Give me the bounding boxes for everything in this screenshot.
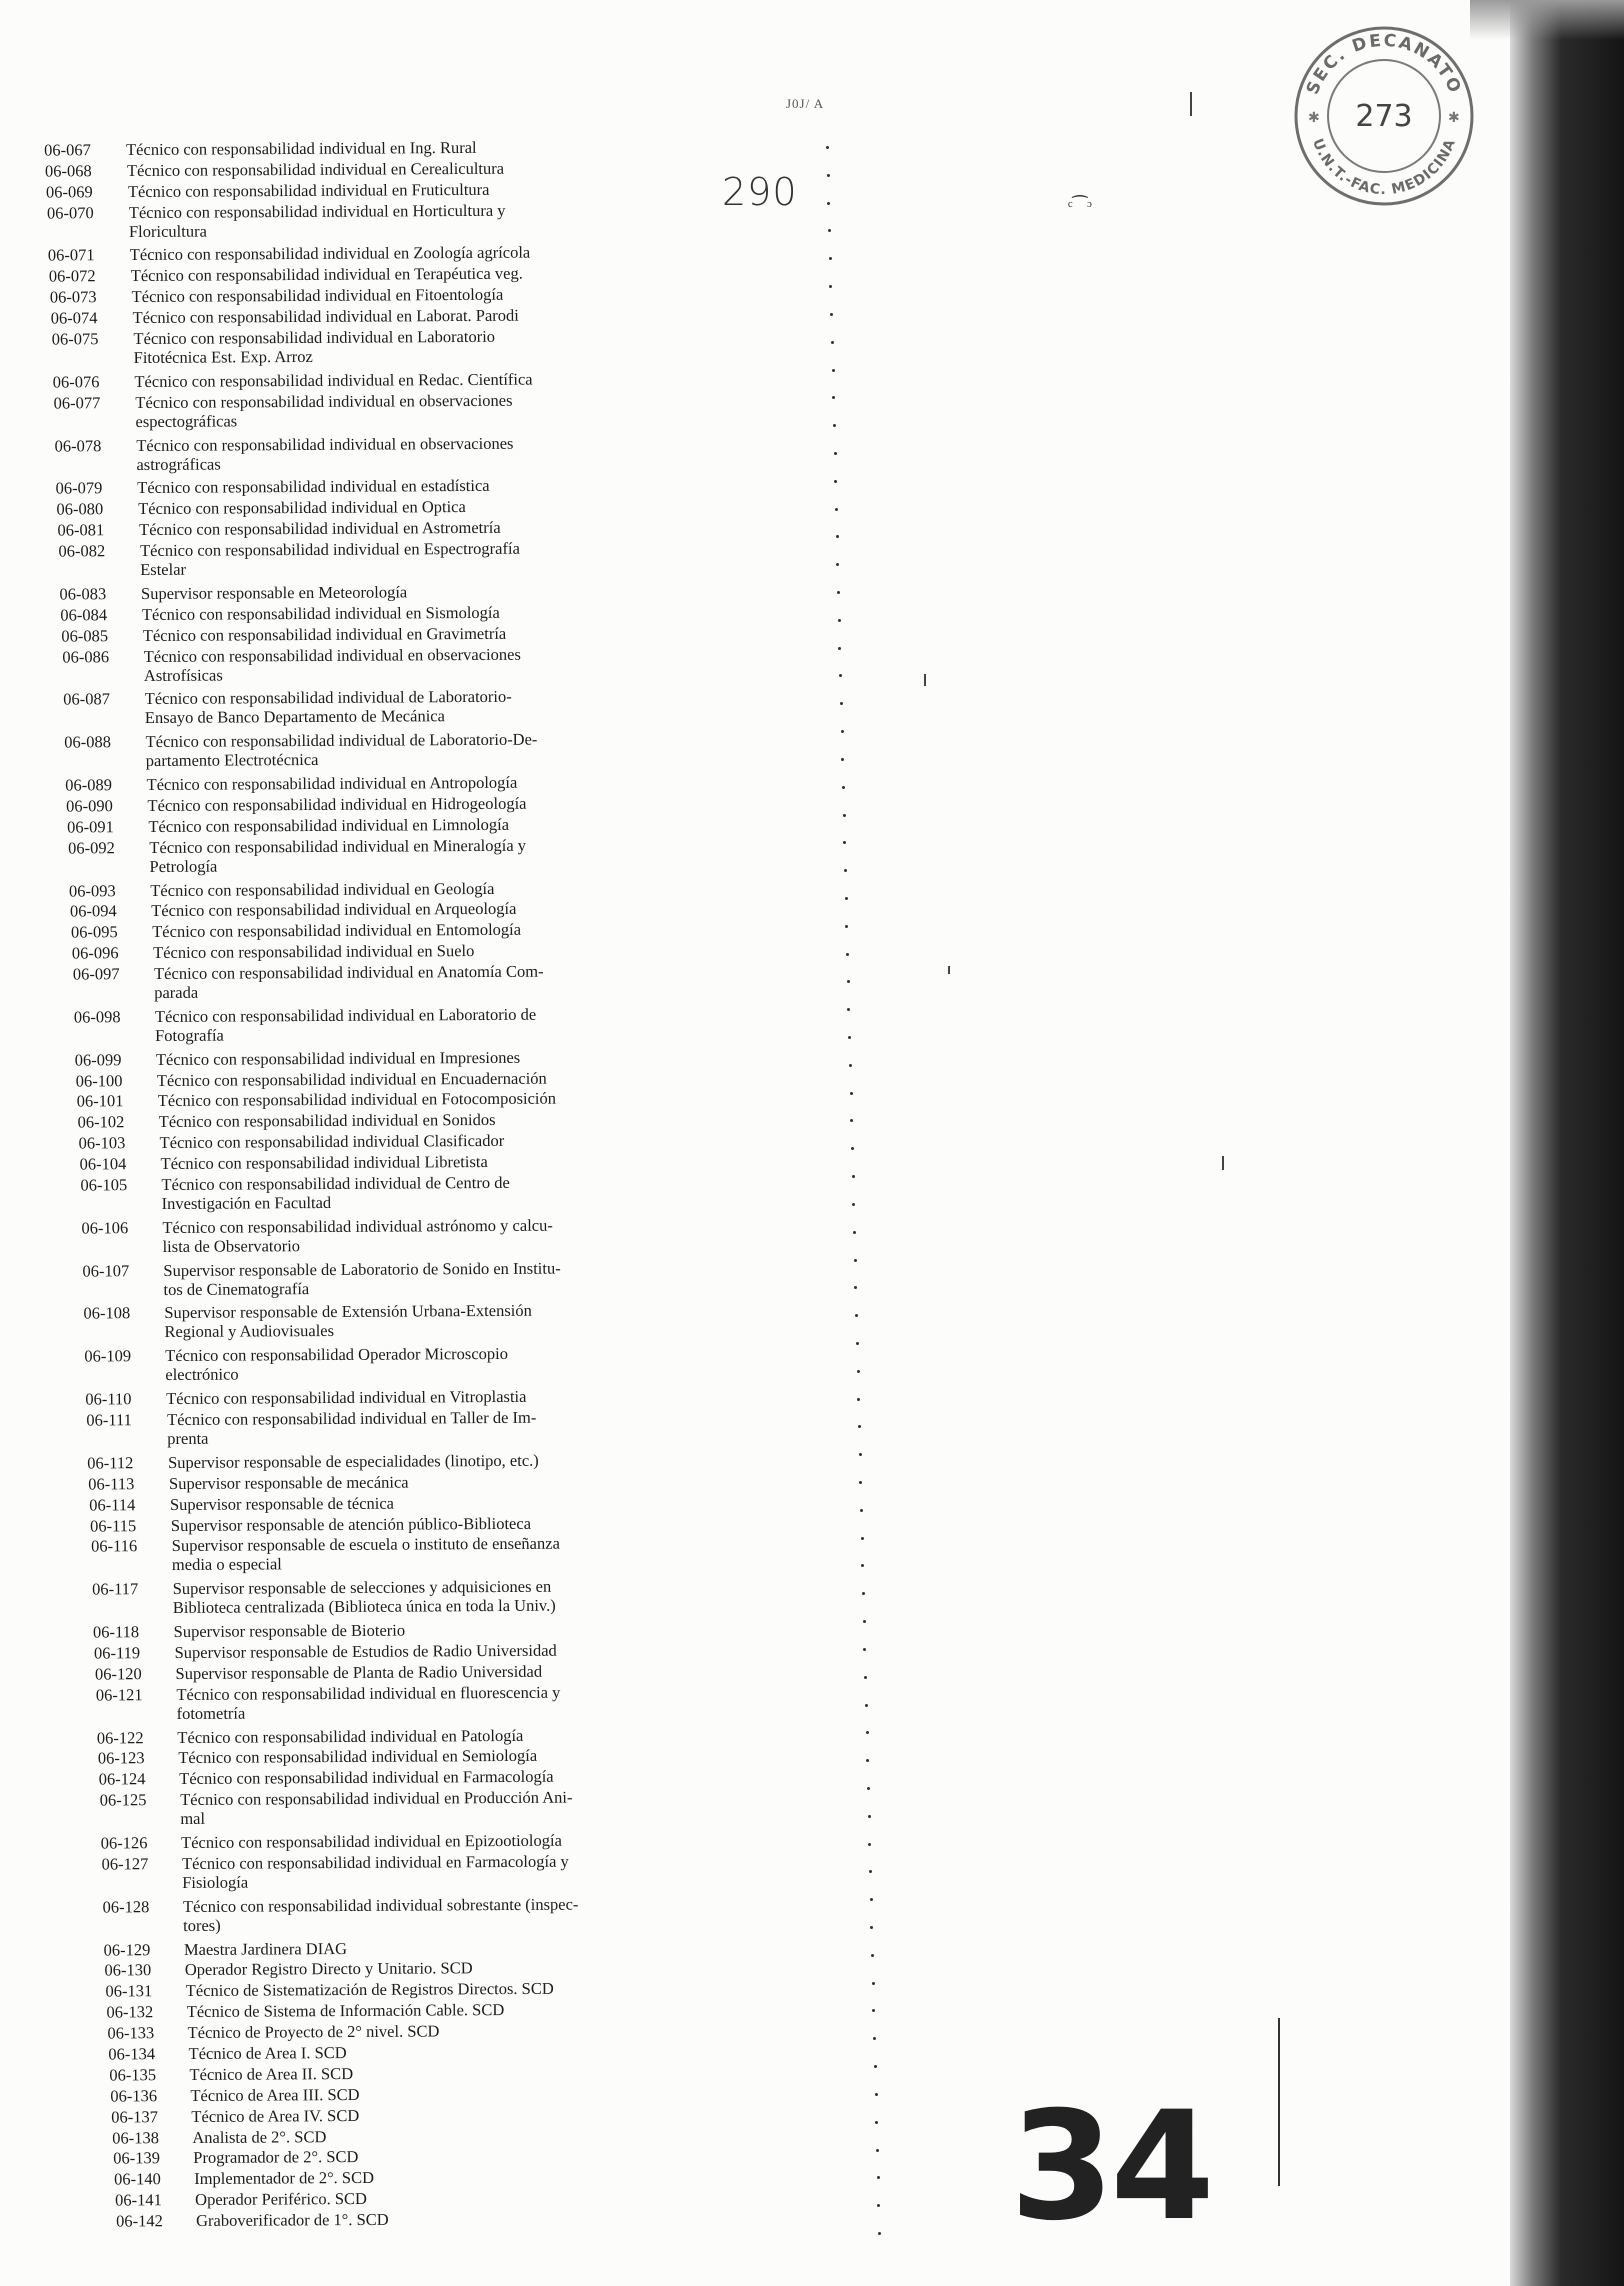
leader-dot [861, 1537, 864, 1540]
job-description-continuation: lista de Observatorio [162, 1236, 301, 1256]
job-description: Técnico con responsabilidad individual en Semiología [178, 1746, 538, 1768]
job-description-continuation: fotometría [176, 1703, 246, 1723]
job-code: 06-076 [52, 372, 100, 392]
job-code: 06-099 [74, 1049, 122, 1070]
job-description: Técnico con responsabilidad individual en Sismología [141, 602, 500, 624]
leader-dot [827, 174, 830, 177]
leader-dot [878, 2232, 881, 2235]
job-description: Técnico con responsabilidad individual en Laborat. Parodi [132, 305, 519, 328]
job-description-continuation: espectográficas [135, 411, 238, 431]
leader-dot [867, 1787, 870, 1790]
job-description: Técnico con responsabilidad individual en Sonidos [158, 1110, 496, 1132]
job-code: 06-142 [116, 2211, 163, 2231]
job-description: Supervisor responsable de Estudios de Radio Universidad [174, 1640, 557, 1662]
job-description: Técnico con responsabilidad individual en Anatomía Com- [154, 961, 544, 984]
job-description: Técnico de Proyecto de 2° nivel. SCD [187, 2021, 440, 2043]
job-description: Supervisor responsable de mecánica [168, 1472, 409, 1493]
job-code: 06-096 [71, 943, 119, 963]
job-description: Técnico con responsabilidad individual en Astrometría [139, 517, 501, 540]
job-code: 06-079 [55, 478, 103, 498]
margin-vertical-line [1278, 2018, 1280, 2186]
job-code: 06-132 [106, 2002, 154, 2022]
job-description: Técnico con responsabilidad individual en Horticultura y [128, 200, 506, 222]
job-description: Técnico con responsabilidad individual en Fruticultura [127, 179, 490, 201]
margin-tick-mark [948, 966, 950, 974]
job-code: 06-078 [54, 435, 102, 456]
job-code: 06-114 [89, 1494, 136, 1515]
job-description: Técnico de Area III. SCD [190, 2084, 360, 2105]
job-description: Técnico con responsabilidad individual de Centro de [161, 1172, 510, 1195]
leader-dot [838, 619, 841, 622]
job-description: Supervisor responsable de técnica [169, 1493, 395, 1514]
faculty-seal-stamp [1290, 22, 1478, 210]
leader-dot [826, 146, 829, 149]
leader-dot [871, 1954, 874, 1957]
job-description: Técnico con responsabilidad individual de Laboratorio- [144, 687, 512, 709]
job-code: 06-069 [45, 181, 93, 202]
job-description: Técnico con responsabilidad individual sobrestante (inspec- [182, 1894, 579, 1916]
job-description: Técnico con responsabilidad individual en Producción Ani- [180, 1787, 573, 1810]
job-description: Técnico con responsabilidad individual en Entomología [152, 920, 522, 942]
leader-dot [835, 508, 838, 511]
job-description: Técnico con responsabilidad individual en fluorescencia y [176, 1682, 561, 1704]
job-code: 06-095 [70, 922, 118, 942]
job-description: Técnico con responsabilidad individual en Vitroplastia [166, 1386, 527, 1409]
job-code: 06-081 [57, 520, 105, 540]
leader-dot [854, 1259, 857, 1262]
job-code: 06-080 [56, 499, 104, 519]
job-description: Técnico con responsabilidad individual en Geología [150, 878, 495, 900]
job-description-continuation: Astrofísicas [143, 665, 223, 685]
job-description: Técnico con responsabilidad individual Libretista [160, 1152, 488, 1174]
job-code: 06-093 [68, 880, 116, 900]
leader-dot [845, 897, 848, 900]
leader-dot [850, 1092, 853, 1095]
job-code: 06-129 [103, 1939, 151, 1960]
job-description-continuation: Biblioteca centralizada (Biblioteca única en toda la Univ.) [172, 1595, 556, 1618]
job-code: 06-070 [46, 202, 94, 223]
job-description: Técnico con responsabilidad individual en observaciones [135, 390, 513, 412]
job-code: 06-077 [53, 392, 101, 413]
job-code: 06-134 [108, 2044, 156, 2064]
job-code: 06-106 [81, 1218, 129, 1238]
job-description-continuation: Fisiología [182, 1872, 249, 1892]
job-description: Técnico de Area IV. SCD [191, 2105, 360, 2126]
scribble-mark: ᶜ⁀ᵓ [1068, 196, 1092, 216]
margin-tick-mark [1222, 1156, 1224, 1170]
leader-dot [875, 2121, 878, 2124]
job-code: 06-083 [59, 584, 107, 604]
job-description-continuation: Investigación en Facultad [161, 1192, 332, 1214]
job-description: Técnico con responsabilidad individual en Ing. Rural [126, 137, 477, 159]
job-description: Supervisor responsable de Bioterio [173, 1620, 406, 1642]
leader-dot [860, 1509, 863, 1512]
job-code: 06-094 [69, 901, 117, 921]
job-description-continuation: Floricultura [128, 221, 207, 241]
job-code: 06-108 [83, 1303, 131, 1323]
job-description: Supervisor responsable de selecciones y adquisiciones en [172, 1576, 552, 1599]
job-code: 06-126 [100, 1833, 148, 1853]
job-description: Técnico con responsabilidad individual en Arqueología [151, 899, 517, 921]
job-code: 06-125 [99, 1790, 147, 1810]
job-description-continuation: Regional y Audiovisuales [164, 1321, 335, 1342]
job-description: Técnico de Area II. SCD [189, 2063, 354, 2084]
leader-dot [849, 1064, 852, 1067]
job-description: Supervisor responsable de Extensión Urbana-Extensión [164, 1301, 532, 1323]
job-code: 06-131 [105, 1981, 153, 2001]
job-code: 06-113 [88, 1473, 135, 1494]
job-description: Técnico con responsabilidad individual en Impresiones [155, 1047, 521, 1069]
job-description: Técnico con responsabilidad individual en Antropología [146, 772, 518, 794]
job-description: Técnico con responsabilidad individual en observaciones [143, 644, 521, 666]
job-description: Técnico con responsabilidad individual astrónomo y calcu- [162, 1215, 553, 1237]
job-code: 06-072 [48, 266, 96, 286]
job-description: Analista de 2°. SCD [192, 2126, 327, 2147]
margin-tick-mark [924, 674, 926, 686]
job-code: 06-111 [86, 1410, 132, 1430]
leader-dot [868, 1843, 871, 1846]
job-description: Técnico de Sistema de Información Cable. SCD [186, 2000, 505, 2022]
job-description: Técnico con responsabilidad individual en Mineralogía y [149, 835, 527, 857]
job-description-continuation: tores) [183, 1915, 221, 1935]
job-description: Técnico de Sistematización de Registros Directos. SCD [185, 1979, 554, 2001]
scanner-edge-shadow [1510, 0, 1624, 2286]
leader-dot [859, 1453, 862, 1456]
job-code: 06-073 [49, 287, 97, 307]
job-code: 06-092 [68, 837, 115, 858]
svg-text:✱: ✱ [1308, 110, 1320, 126]
job-code: 06-090 [66, 796, 113, 816]
job-description: Graboverificador de 1°. SCD [196, 2209, 389, 2231]
job-code: 06-122 [96, 1727, 144, 1748]
job-code: 06-101 [76, 1091, 124, 1111]
job-code: 06-091 [67, 816, 114, 837]
job-code: 06-123 [97, 1748, 145, 1768]
job-description: Técnico con responsabilidad individual en Taller de Im- [167, 1407, 537, 1430]
job-description: Técnico con responsabilidad individual en Gravimetría [142, 623, 507, 645]
job-code: 06-107 [82, 1260, 130, 1281]
job-code: 06-118 [92, 1622, 140, 1642]
job-code: 06-121 [95, 1684, 143, 1705]
leader-dot [865, 1704, 868, 1707]
job-code: 06-141 [115, 2190, 162, 2210]
leader-dot [857, 1398, 860, 1401]
job-description-continuation: prenta [167, 1428, 209, 1449]
leader-dot [875, 2093, 878, 2096]
job-code: 06-074 [50, 308, 98, 328]
job-code: 06-105 [80, 1175, 128, 1195]
job-description: Técnico con responsabilidad individual en Fitoentología [131, 284, 504, 307]
job-code: 06-097 [72, 964, 120, 984]
job-description: Técnico con responsabilidad individual en Hidrogeología [147, 793, 527, 815]
job-code: 06-098 [73, 1007, 121, 1027]
job-description-continuation: tos de Cinematografía [163, 1278, 310, 1299]
job-description-continuation: astrográficas [136, 454, 221, 474]
page-number: 34 [1010, 2080, 1211, 2254]
job-description: Programador de 2°. SCD [193, 2147, 359, 2168]
leader-dot [832, 369, 835, 372]
job-description: Técnico con responsabilidad individual Clasificador [159, 1131, 505, 1153]
job-description: Operador Periférico. SCD [195, 2189, 368, 2210]
job-description: Técnico con responsabilidad individual en Fotocomposición [157, 1089, 557, 1111]
job-description: Técnico con responsabilidad individual en Farmacología y [182, 1851, 569, 1873]
leader-dot [843, 814, 846, 817]
job-code: 06-085 [61, 625, 109, 646]
job-description: Técnico con responsabilidad individual en Encuadernación [156, 1068, 547, 1090]
job-description: Supervisor responsable de Laboratorio de Sonido en Institu- [163, 1258, 561, 1280]
job-code: 06-116 [91, 1536, 138, 1556]
job-code: 06-071 [47, 245, 95, 265]
job-description: Técnico con responsabilidad Operador Microscopio [165, 1344, 509, 1366]
leader-dot [834, 452, 837, 455]
leader-dot [874, 2065, 877, 2068]
margin-tick-mark [1190, 92, 1192, 116]
job-description: Maestra Jardinera DIAG [183, 1938, 348, 1959]
job-code: 06-103 [78, 1133, 126, 1153]
job-description: Supervisor responsable en Meteorología [140, 582, 408, 603]
leader-dot [864, 1676, 867, 1679]
job-code: 06-128 [102, 1896, 150, 1917]
job-description: Técnico con responsabilidad individual en Limnología [148, 814, 510, 836]
job-code: 06-110 [85, 1389, 132, 1409]
job-description: Técnico con responsabilidad individual en estadística [137, 476, 490, 498]
job-code: 06-117 [92, 1579, 139, 1599]
job-code: 06-138 [112, 2127, 160, 2148]
job-code: 06-115 [90, 1515, 137, 1536]
job-description: Técnico con responsabilidad individual en Epizootiología [181, 1830, 562, 1853]
job-description: Supervisor responsable de atención público-Biblioteca [170, 1513, 532, 1535]
job-code: 06-120 [94, 1664, 142, 1684]
leader-dot [863, 1620, 866, 1623]
job-description: Técnico con responsabilidad individual en Laboratorio de [154, 1004, 537, 1026]
job-description: Técnico de Area I. SCD [188, 2043, 347, 2063]
svg-text:SEC. DECANATO: SEC. DECANATO [1302, 30, 1466, 98]
job-code: 06-119 [93, 1643, 141, 1663]
leader-dot [852, 1175, 855, 1178]
job-code: 06-082 [58, 541, 106, 561]
job-code: 06-067 [44, 140, 91, 160]
job-description: Técnico con responsabilidad individual en Terapéutica veg. [130, 263, 523, 286]
job-description-continuation: electrónico [165, 1364, 239, 1385]
job-code: 06-112 [87, 1453, 134, 1473]
job-description: Técnico con responsabilidad individual en Farmacología [179, 1767, 554, 1789]
svg-text:✱: ✱ [1448, 110, 1460, 126]
leader-dot [842, 786, 845, 789]
job-description-continuation: media o especial [171, 1554, 282, 1575]
job-code: 06-130 [104, 1960, 152, 1980]
leader-dot [841, 730, 844, 733]
job-description-continuation: Petrología [149, 856, 218, 876]
svg-text:U.N.T.-FAC. MEDICINA: U.N.T.-FAC. MEDICINA [1308, 136, 1459, 199]
job-code: 06-088 [64, 732, 112, 752]
job-code: 06-104 [79, 1154, 127, 1174]
job-code: 06-124 [98, 1769, 146, 1789]
job-description: Técnico con responsabilidad individual de Laboratorio-De- [145, 729, 538, 752]
page-top-mark: J0J/ A [786, 96, 825, 111]
job-description: Técnico con responsabilidad individual en Patología [177, 1725, 524, 1747]
job-code: 06-139 [113, 2148, 160, 2168]
job-description-continuation: Estelar [140, 559, 187, 580]
job-description: Supervisor responsable de especialidades (linotipo, etc.) [168, 1450, 539, 1472]
leader-dot [868, 1815, 871, 1818]
leader-dot [853, 1231, 856, 1234]
leader-dot [856, 1342, 859, 1345]
seal-folio-number: 273 [1355, 99, 1413, 134]
job-description-continuation: partamento Electrotécnica [145, 750, 319, 771]
job-description-continuation: mal [180, 1809, 206, 1829]
job-description: Técnico con responsabilidad individual en Cerealicultura [126, 158, 505, 180]
job-code: 06-084 [60, 604, 108, 625]
job-code: 06-127 [101, 1854, 149, 1874]
job-description: Supervisor responsable de Planta de Radio Universidad [175, 1661, 543, 1683]
job-description: Técnico con responsabilidad individual en observaciones [136, 433, 514, 455]
job-description: Implementador de 2°. SCD [194, 2168, 375, 2189]
job-description: Técnico con responsabilidad individual en Zoología agrícola [129, 243, 531, 265]
job-code: 06-137 [111, 2106, 159, 2127]
job-code: 06-087 [63, 689, 111, 709]
job-code: 06-109 [84, 1346, 132, 1366]
job-code: 06-102 [77, 1112, 125, 1132]
job-description-continuation: parada [154, 982, 199, 1003]
job-code: 06-086 [62, 646, 110, 667]
job-code: 06-068 [44, 161, 92, 181]
job-description: Técnico con responsabilidad individual en Laboratorio [133, 326, 496, 349]
leader-dot [872, 1982, 875, 1985]
leader-dot [870, 1898, 873, 1901]
job-description-continuation: Fotografía [155, 1025, 224, 1045]
job-description: Técnico con responsabilidad individual en Suelo [153, 941, 475, 963]
job-code: 06-100 [75, 1070, 123, 1091]
handwritten-annotation: 290 [722, 170, 798, 214]
job-code: 06-089 [65, 775, 112, 795]
job-code: 06-135 [109, 2065, 157, 2085]
job-description: Supervisor responsable de escuela o instituto de enseñanza [171, 1534, 560, 1556]
job-code: 06-133 [107, 2023, 155, 2043]
job-description: Técnico con responsabilidad individual en Espectrografía [140, 538, 520, 561]
leader-dot [831, 341, 834, 344]
leader-dot [846, 953, 849, 956]
job-description: Técnico con responsabilidad individual en Redac. Científica [134, 369, 533, 391]
job-description-continuation: Fitotécnica Est. Exp. Arroz [133, 346, 313, 368]
job-code: 06-075 [51, 329, 99, 349]
job-description: Operador Registro Directo y Unitario. SCD [184, 1958, 473, 1980]
job-code: 06-140 [114, 2169, 161, 2189]
leader-dot [857, 1370, 860, 1373]
job-description: Técnico con responsabilidad individual en Optica [138, 497, 466, 519]
job-code: 06-136 [110, 2085, 158, 2106]
scanner-top-shadow [1470, 0, 1624, 40]
leader-dot [876, 2149, 879, 2152]
job-description-continuation: Ensayo de Banco Departamento de Mecánica [144, 706, 445, 728]
